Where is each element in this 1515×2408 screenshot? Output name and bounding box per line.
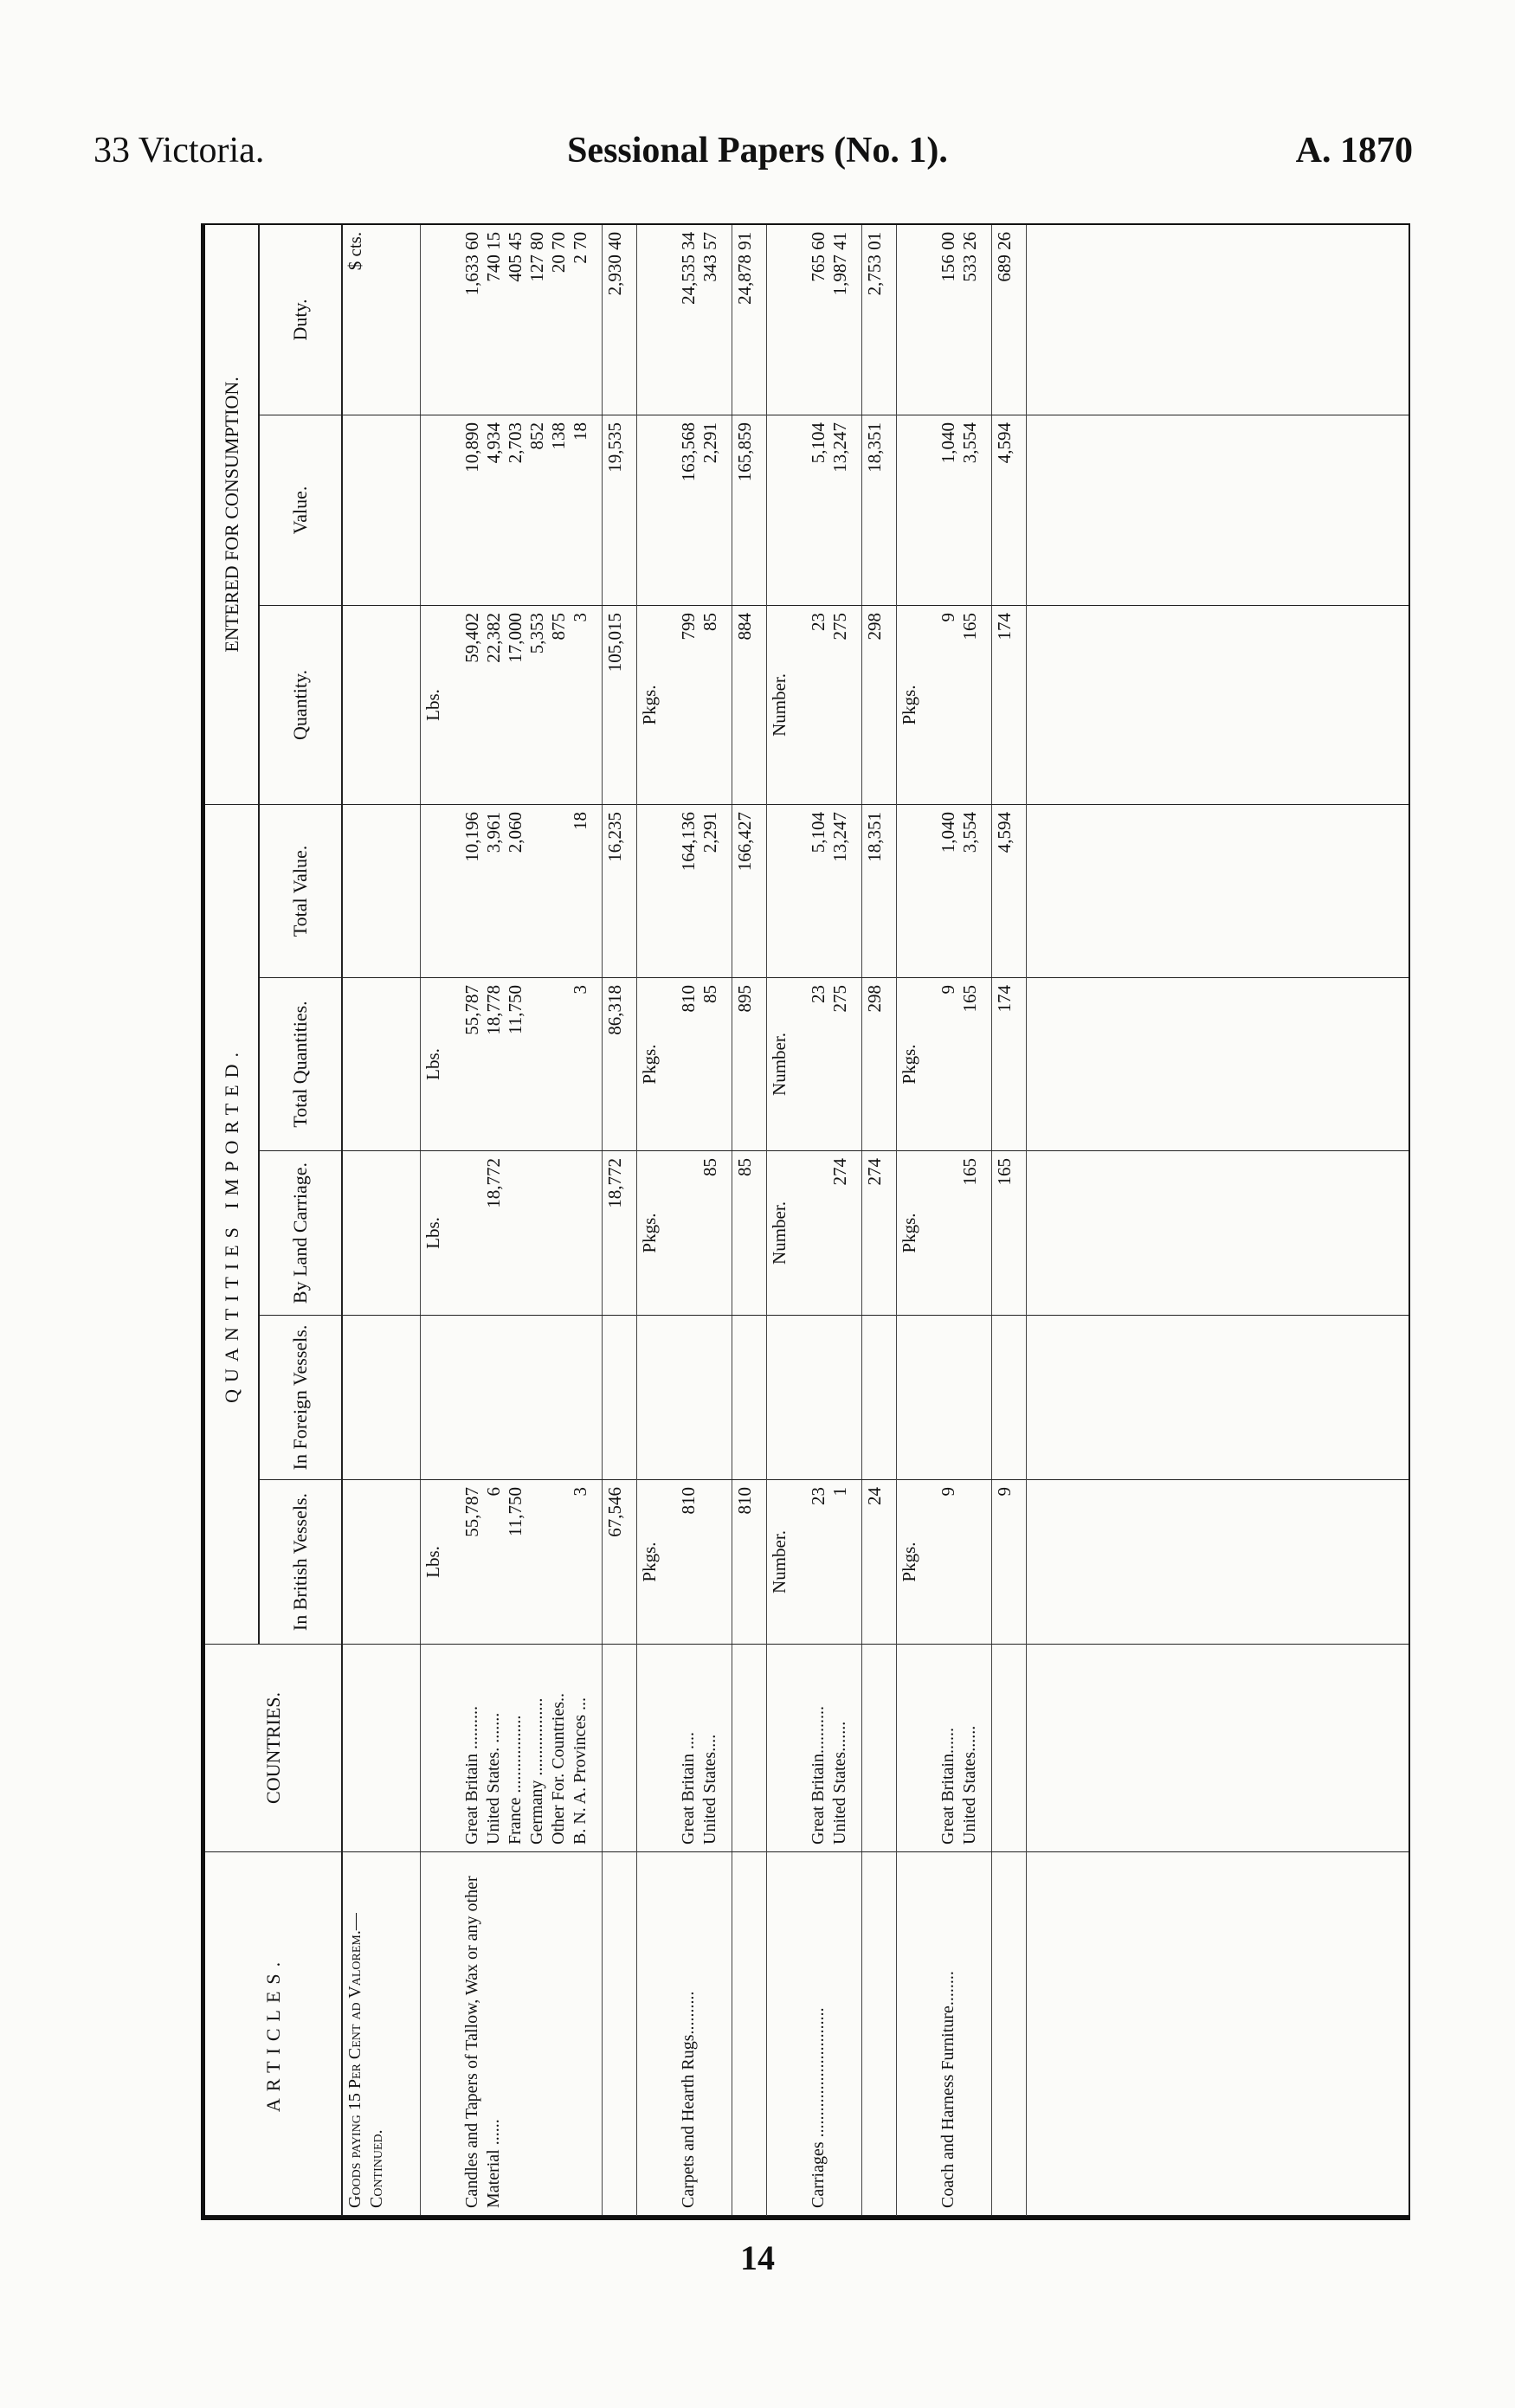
unit-label: Number. — [766, 1480, 806, 1645]
foreign-value — [808, 1323, 829, 1472]
total-land: 165 — [991, 1151, 1026, 1316]
header-quantity: Quantity. — [259, 605, 342, 804]
countries-cell — [676, 1645, 732, 1852]
land-cell — [676, 1151, 732, 1316]
british-cell — [460, 1480, 602, 1645]
duty-units: $ cts. — [342, 224, 420, 415]
total-duty: 24,878 91 — [732, 224, 766, 415]
land-value — [461, 1158, 483, 1308]
duty-cell — [460, 224, 602, 415]
british-value — [526, 1487, 548, 1637]
value-cell — [806, 415, 861, 605]
quantity-value: 17,000 — [505, 612, 525, 663]
quantity-cell — [806, 605, 861, 804]
unit-label: Pkgs. — [636, 978, 676, 1151]
empty-cell — [896, 415, 936, 605]
section-heading — [342, 1852, 420, 2216]
article-name: Carpets and Hearth Rugs.......... — [676, 1852, 732, 2216]
unit-label: Number. — [766, 978, 806, 1151]
header-british-vessels: In British Vessels. — [259, 1480, 342, 1645]
british-value: 1 — [829, 1487, 850, 1497]
british-cell — [936, 1480, 991, 1645]
total_q-value: 11,750 — [505, 985, 525, 1034]
total-foreign — [991, 1316, 1026, 1480]
duty-value: 20 70 — [548, 231, 569, 274]
country-name: Great Britain .......... — [462, 1706, 481, 1845]
foreign-value — [829, 1323, 851, 1472]
total_v-value: 5,104 — [808, 811, 828, 853]
total-total_q: 174 — [991, 978, 1026, 1151]
foreign-value — [483, 1323, 505, 1472]
empty-cell — [766, 1316, 806, 1480]
total_q-value: 23 — [808, 985, 828, 1003]
british-value — [699, 1487, 721, 1637]
quantity-value: 875 — [548, 612, 569, 641]
total-duty: 689 26 — [991, 224, 1026, 415]
empty-cell — [896, 1645, 936, 1852]
land-value — [548, 1158, 570, 1308]
total_v-value: 3,554 — [959, 811, 980, 853]
british-value: 55,787 — [461, 1487, 482, 1537]
total-british: 24 — [861, 1480, 896, 1645]
british-cell — [806, 1480, 861, 1645]
duty-cell — [806, 224, 861, 415]
foreign-value — [570, 1323, 591, 1472]
total-total_v: 166,427 — [732, 804, 766, 977]
article-name: Carriages .............................. — [806, 1852, 861, 2216]
empty-cell — [732, 1852, 766, 2216]
quantity-value: 165 — [959, 612, 980, 641]
imports-table — [205, 224, 1409, 2216]
total_v-value: 2,060 — [505, 811, 525, 853]
country-name: France .................. — [506, 1715, 525, 1845]
empty-cell — [861, 1852, 896, 2216]
empty-cell — [342, 415, 420, 605]
country-rows — [460, 224, 602, 2215]
totals-row — [602, 224, 636, 2215]
total_v-value: 3,961 — [483, 811, 504, 853]
duty-value: 740 15 — [483, 231, 504, 282]
foreign-value — [461, 1323, 483, 1472]
value-cell — [676, 415, 732, 605]
empty-cell — [896, 1316, 936, 1480]
country-name: Great Britain...... — [938, 1728, 957, 1845]
total-land: 85 — [732, 1151, 766, 1316]
total-value: 18,351 — [861, 415, 896, 605]
empty-cell — [766, 804, 806, 977]
unit-label: Lbs. — [420, 1480, 460, 1645]
duty-value: 1,633 60 — [461, 231, 482, 296]
countries-cell — [460, 1645, 602, 1852]
total_v-value: 18 — [570, 811, 590, 830]
duty-cell — [676, 224, 732, 415]
empty-cell — [342, 804, 420, 977]
total_v-value: 2,291 — [699, 811, 720, 853]
british-value: 3 — [570, 1487, 590, 1497]
total-value: 165,859 — [732, 415, 766, 605]
land-cell — [460, 1151, 602, 1316]
country-rows — [936, 224, 991, 2215]
header-title: Sessional Papers (No. 1). — [567, 131, 948, 171]
british-value: 23 — [808, 1487, 828, 1505]
empty-cell — [342, 1151, 420, 1316]
total-land: 274 — [861, 1151, 896, 1316]
total_q-value: 18,778 — [483, 985, 504, 1035]
duty-value: 2 70 — [570, 231, 590, 264]
unit-label: Lbs. — [420, 605, 460, 804]
header-entered-consumption: ENTERED FOR CONSUMPTION. — [205, 224, 259, 804]
value-cell — [460, 415, 602, 605]
british-value: 11,750 — [505, 1487, 525, 1536]
land-value: 165 — [959, 1158, 980, 1186]
land-value — [570, 1158, 591, 1308]
foreign-cell — [676, 1316, 732, 1480]
total_q-value: 275 — [829, 985, 850, 1013]
total-land: 18,772 — [602, 1151, 636, 1316]
duty-cell — [936, 224, 991, 415]
foreign-value — [938, 1323, 959, 1472]
duty-value: 533 26 — [959, 231, 980, 282]
foreign-value — [959, 1323, 981, 1472]
total_v-value — [526, 812, 548, 970]
land-cell — [936, 1151, 991, 1316]
total-quantity: 298 — [861, 605, 896, 804]
total_q-cell — [460, 978, 602, 1151]
header-value: Value. — [259, 415, 342, 605]
british-value — [548, 1487, 570, 1637]
empty-cell — [1026, 224, 1409, 415]
unit-label: Pkgs. — [636, 1151, 676, 1316]
statement-table-frame — [201, 223, 1410, 2220]
total_q-value: 9 — [938, 985, 958, 995]
country-name: Great Britain .... — [679, 1732, 698, 1845]
page-number: 14 — [740, 2238, 775, 2277]
unit-cell — [342, 1480, 420, 1645]
duty-value: 765 60 — [808, 231, 828, 282]
land-value: 18,772 — [483, 1158, 504, 1208]
value-value: 163,568 — [678, 422, 699, 482]
land-value — [526, 1158, 548, 1308]
total_q-cell — [806, 978, 861, 1151]
total-total_q: 895 — [732, 978, 766, 1151]
unit-label: Pkgs. — [896, 1151, 936, 1316]
total-total_v: 16,235 — [602, 804, 636, 977]
header-countries: COUNTRIES. — [205, 1645, 342, 1852]
empty-cell — [1026, 1480, 1409, 1645]
duty-value: 405 45 — [505, 231, 525, 282]
land-value — [505, 1158, 526, 1308]
empty-cell — [1026, 415, 1409, 605]
header-foreign-vessels: In Foreign Vessels. — [259, 1316, 342, 1480]
country-name: United States.... — [700, 1734, 719, 1845]
value-value: 138 — [548, 422, 569, 450]
countries-cell — [806, 1645, 861, 1852]
statement-table-rotated — [205, 225, 1409, 2216]
article-cell — [896, 1852, 936, 2216]
british-cell — [676, 1480, 732, 1645]
empty-cell — [896, 224, 936, 415]
total-british: 810 — [732, 1480, 766, 1645]
unit-label: Pkgs. — [896, 605, 936, 804]
empty-cell — [636, 1645, 676, 1852]
header-total-value: Total Value. — [259, 804, 342, 977]
empty-cell — [342, 605, 420, 804]
total-value: 19,535 — [602, 415, 636, 605]
empty-cell — [1026, 605, 1409, 804]
foreign-value — [548, 1323, 570, 1472]
total-quantity: 105,015 — [602, 605, 636, 804]
section-heading-text: Goods paying 15 Per Cent ad Valorem.—Continued. — [345, 1913, 386, 2208]
empty-cell — [1026, 1316, 1409, 1480]
quantity-value: 5,353 — [526, 612, 547, 654]
unit-label: Lbs. — [420, 978, 460, 1151]
country-name: United States...... — [960, 1725, 979, 1845]
total-quantity: 884 — [732, 605, 766, 804]
empty-cell — [636, 804, 676, 977]
unit-label: Pkgs. — [636, 1480, 676, 1645]
british-value — [959, 1487, 981, 1637]
british-value: 9 — [938, 1487, 958, 1497]
british-value: 6 — [483, 1487, 504, 1497]
quantity-cell — [676, 605, 732, 804]
unit-row — [420, 224, 460, 2215]
empty-cell — [991, 1852, 1026, 2216]
total-total_q: 298 — [861, 978, 896, 1151]
land-value — [938, 1158, 959, 1308]
article-name: Coach and Harness Furniture........ — [936, 1852, 991, 2216]
foreign-value — [699, 1323, 721, 1472]
total-british: 67,546 — [602, 1480, 636, 1645]
land-value — [808, 1158, 829, 1308]
totals-row — [861, 224, 896, 2215]
article-cell — [636, 1852, 676, 2216]
article-cell — [420, 1852, 460, 2216]
total-total_v: 18,351 — [861, 804, 896, 977]
header-quantities-imported: QUANTITIES IMPORTED. — [205, 804, 259, 1644]
land-value — [678, 1158, 699, 1308]
unit-label: Number. — [766, 1151, 806, 1316]
duty-value: 343 57 — [699, 231, 720, 282]
total-foreign — [602, 1316, 636, 1480]
total_v-value — [548, 812, 570, 970]
header-articles: ARTICLES. — [205, 1852, 342, 2216]
filler-row — [1026, 224, 1409, 2215]
foreign-cell — [460, 1316, 602, 1480]
foreign-value — [678, 1323, 699, 1472]
total-value: 4,594 — [991, 415, 1026, 605]
empty-cell — [602, 1645, 636, 1852]
header-total-quantities: Total Quantities. — [259, 978, 342, 1151]
country-rows — [806, 224, 861, 2215]
empty-cell — [896, 804, 936, 977]
totals-row — [991, 224, 1026, 2215]
empty-cell — [420, 224, 460, 415]
totals-row — [732, 224, 766, 2215]
table-body — [342, 224, 1409, 2215]
value-cell — [936, 415, 991, 605]
quantity-value: 22,382 — [483, 612, 504, 663]
total-foreign — [861, 1316, 896, 1480]
value-value: 2,291 — [699, 422, 720, 464]
header-land-carriage: By Land Carriage. — [259, 1151, 342, 1316]
unit-row — [896, 224, 936, 2215]
duty-value: 24,535 34 — [678, 231, 699, 305]
foreign-cell — [936, 1316, 991, 1480]
quantity-value: 275 — [829, 612, 850, 641]
quantity-value: 9 — [938, 612, 958, 622]
empty-cell — [1026, 804, 1409, 977]
quantity-value: 23 — [808, 612, 828, 631]
empty-cell — [420, 1645, 460, 1852]
total-total_q: 86,318 — [602, 978, 636, 1151]
empty-cell — [1026, 978, 1409, 1151]
total-british: 9 — [991, 1480, 1026, 1645]
total_v-cell — [460, 804, 602, 977]
quantity-value: 85 — [699, 612, 720, 631]
british-value: 810 — [678, 1487, 699, 1515]
header-year: A. 1870 — [1295, 131, 1413, 171]
value-value: 3,554 — [959, 422, 980, 464]
country-name: United States....... — [830, 1721, 849, 1845]
empty-cell — [342, 1316, 420, 1480]
foreign-cell — [806, 1316, 861, 1480]
total_v-cell — [806, 804, 861, 977]
total_q-cell — [936, 978, 991, 1151]
empty-cell — [342, 1645, 420, 1852]
empty-cell — [991, 1645, 1026, 1852]
country-name: Germany .................. — [527, 1697, 546, 1845]
value-value: 852 — [526, 422, 547, 450]
foreign-value — [526, 1323, 548, 1472]
empty-cell — [636, 224, 676, 415]
value-value: 5,104 — [808, 422, 828, 464]
total_q-value — [548, 985, 570, 1143]
land-value: 85 — [699, 1158, 720, 1176]
empty-cell — [861, 1645, 896, 1852]
total_v-cell — [936, 804, 991, 977]
unit-label: Pkgs. — [636, 605, 676, 804]
country-name: Great Britain........... — [809, 1706, 828, 1845]
empty-cell — [342, 978, 420, 1151]
value-value: 18 — [570, 422, 590, 441]
country-name: Other For. Countries.. — [549, 1693, 568, 1845]
value-value: 13,247 — [829, 422, 850, 473]
duty-value: 127 80 — [526, 231, 547, 282]
total-quantity: 174 — [991, 605, 1026, 804]
empty-cell — [732, 1645, 766, 1852]
article-name: Candles and Tapers of Tallow, Wax or any other Material ...... — [460, 1852, 602, 2216]
duty-value: 1,987 41 — [829, 231, 850, 296]
unit-row — [766, 224, 806, 2215]
unit-label: Number. — [766, 605, 806, 804]
total_q-value: 165 — [959, 985, 980, 1013]
unit-label: Pkgs. — [896, 978, 936, 1151]
empty-cell — [636, 1316, 676, 1480]
foreign-value — [505, 1323, 526, 1472]
total_q-value — [526, 985, 548, 1143]
total_q-value: 85 — [699, 985, 720, 1003]
header-session: 33 Victoria. — [93, 131, 265, 171]
empty-cell — [1026, 1645, 1409, 1852]
total-duty: 2,930 40 — [602, 224, 636, 415]
quantity-value: 3 — [570, 612, 590, 622]
total_q-cell — [676, 978, 732, 1151]
total_v-cell — [676, 804, 732, 977]
total_q-value: 810 — [678, 985, 699, 1013]
unit-label: Pkgs. — [896, 1480, 936, 1645]
article-cell — [766, 1852, 806, 2216]
empty-cell — [420, 1316, 460, 1480]
empty-cell — [766, 415, 806, 605]
land-value: 274 — [829, 1158, 850, 1186]
empty-cell — [420, 804, 460, 977]
total-duty: 2,753 01 — [861, 224, 896, 415]
quantity-cell — [936, 605, 991, 804]
unit-label: Lbs. — [420, 1151, 460, 1316]
quantity-value: 799 — [678, 612, 699, 641]
unit-row — [636, 224, 676, 2215]
country-rows — [676, 224, 732, 2215]
land-cell — [806, 1151, 861, 1316]
total-foreign — [732, 1316, 766, 1480]
countries-cell — [936, 1645, 991, 1852]
total-total_v: 4,594 — [991, 804, 1026, 977]
total_v-value: 10,196 — [461, 811, 482, 862]
empty-cell — [1026, 1852, 1409, 2216]
country-name: United States. ....... — [484, 1712, 503, 1845]
empty-cell — [636, 415, 676, 605]
total_q-value: 3 — [570, 985, 590, 995]
header-duty: Duty. — [259, 224, 342, 415]
empty-cell — [1026, 1151, 1409, 1316]
empty-cell — [602, 1852, 636, 2216]
value-value: 4,934 — [483, 422, 504, 464]
total_v-value: 13,247 — [829, 811, 850, 862]
total_v-value: 1,040 — [938, 811, 958, 853]
total_q-value: 55,787 — [461, 985, 482, 1035]
quantity-cell — [460, 605, 602, 804]
quantity-value: 59,402 — [461, 612, 482, 663]
empty-cell — [766, 1645, 806, 1852]
empty-cell — [766, 224, 806, 415]
total_v-value: 164,136 — [678, 811, 699, 872]
country-name: B. N. A. Provinces ... — [571, 1697, 590, 1845]
duty-value: 156 00 — [938, 231, 958, 282]
empty-cell — [420, 415, 460, 605]
value-value: 2,703 — [505, 422, 525, 464]
value-value: 1,040 — [938, 422, 958, 464]
value-value: 10,890 — [461, 422, 482, 473]
